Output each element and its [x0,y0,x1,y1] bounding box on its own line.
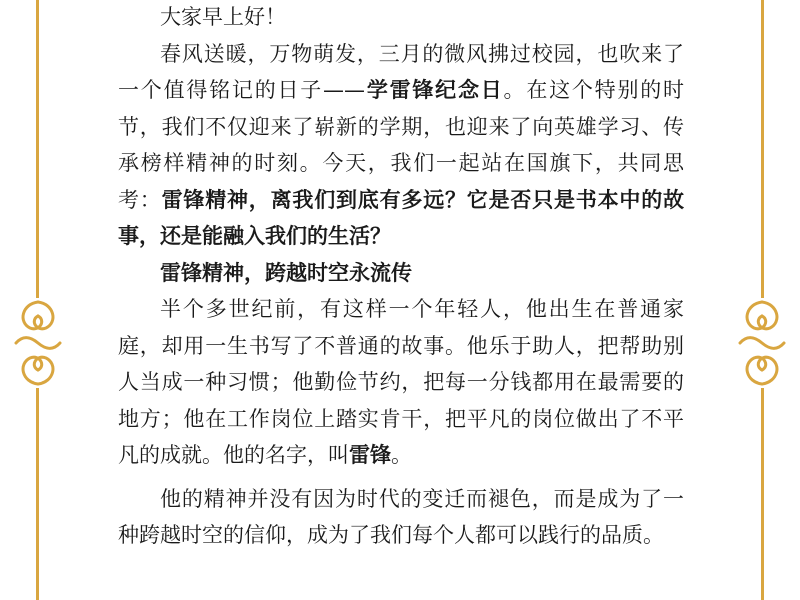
section-heading-text: 雷锋精神，跨越时空永流传 [160,260,412,285]
story-paragraph [118,291,684,474]
intro-continuation: 。在这个特别的时节，我们不仅迎来了崭新的学期，也迎来了向英雄学习、传承榜样精神的时刻。今天，我们一起站在国旗下，共同思考： [118,78,685,212]
closing-paragraph: 他的精神并没有因为时代的变迁而褪色，而是成为了一种跨越时空的信仰，成为了我们每个人都可以践行的品质。 [118,486,684,547]
scroll-ornament-icon [10,298,66,388]
intro-paragraph [118,36,684,255]
hero-name: 雷锋 [349,443,391,467]
greeting: 大家早上好！ [160,5,286,29]
speech-body [118,0,684,554]
intro-text: 春风送暖，万物萌发，三月的微风拂过校园，也吹来了一个值得铭记的日子—— [118,41,684,102]
scroll-ornament-icon [734,298,790,388]
bold-question: 雷锋精神，离我们到底有多远？它是否只是书本中的故事，还是能融入我们的生活？ [118,187,685,248]
story-text: 半个多世纪前，有这样一个年轻人，他出生在普通家庭，却用一生书写了不普通的故事。他乐于助人，把帮助别人当成一种习惯；他勤俭节约，把每一分钱都用在最需要的地方；他在工作岗位上踏实肯干，把平凡的岗位做出了不平凡的成就。他的名字，叫 [118,297,684,467]
highlight-day: 学雷锋纪念日 [365,78,504,102]
story-end: 。 [391,443,412,467]
section-heading [118,255,684,292]
